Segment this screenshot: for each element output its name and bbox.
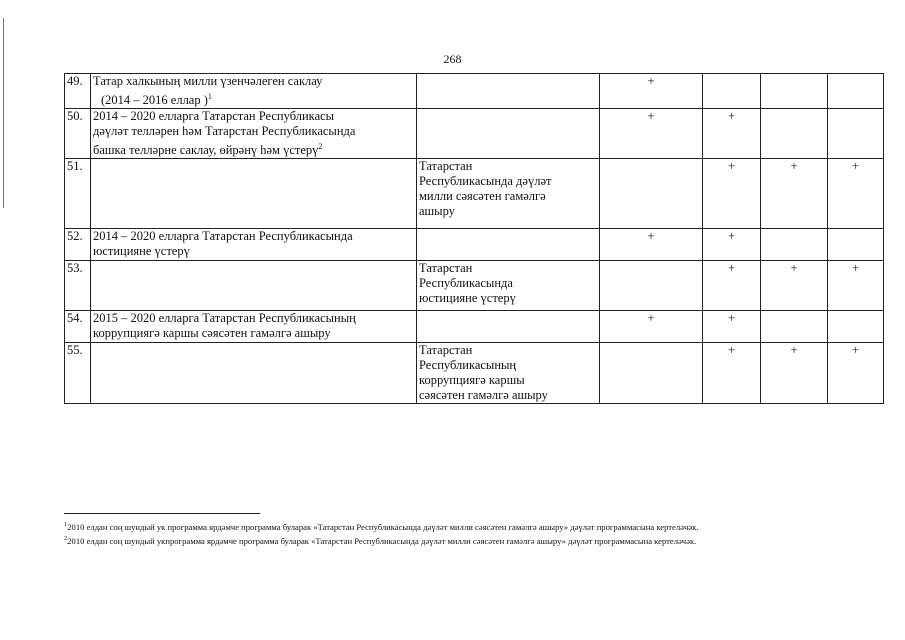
subprogram-name (91, 261, 417, 311)
program-name (417, 343, 600, 404)
subprogram-line: Татар халкының милли үзенчәлеген саклау (93, 74, 323, 88)
row-number: 49. (65, 74, 91, 109)
program-line: Татарстан (419, 159, 473, 174)
mark-cell: + (828, 261, 884, 311)
mark-cell: + (703, 159, 761, 229)
table-row (65, 311, 884, 343)
subprogram-line: 2014 – 2020 елларга Татарстан Республикасында (93, 229, 353, 244)
subprogram-line: коррупциягә каршы сәясәтен гамәлгә ашыру (93, 326, 331, 341)
row-number: 52. (65, 229, 91, 261)
program-name (417, 229, 600, 261)
table-row (65, 261, 884, 311)
mark-cell: + (703, 311, 761, 343)
row-number: 54. (65, 311, 91, 343)
mark-cell (703, 74, 761, 109)
subprogram-line: 2014 – 2020 елларга Татарстан Республикасы (93, 109, 335, 124)
table-row (65, 109, 884, 159)
mark-cell (600, 261, 703, 311)
mark-cell: + (703, 229, 761, 261)
subprogram-line: (2014 – 2016 еллар )$^1$ (101, 92, 212, 108)
subprogram-name (91, 159, 417, 229)
program-line: Татарстан (419, 343, 473, 358)
program-name (417, 261, 600, 311)
mark-cell (761, 229, 828, 261)
mark-cell (828, 311, 884, 343)
mark-cell: + (600, 109, 703, 159)
mark-cell: + (600, 74, 703, 109)
footnote-ref: 2 (318, 142, 323, 152)
mark-cell (761, 109, 828, 159)
page-edge-line (3, 18, 4, 208)
footnotes (64, 519, 844, 547)
program-name (417, 109, 600, 159)
page-number: 268 (443, 52, 462, 66)
subprogram-line: 2015 – 2020 елларга Татарстан Республикасының (93, 311, 356, 326)
table-row (65, 159, 884, 229)
program-line: сәясәтен гамәлгә ашыру (419, 388, 548, 403)
program-line: коррупциягә каршы (419, 373, 525, 388)
footnote-text: 2010 елдан соң шундый укпрограмма ярдәмче программа буларак «Татарстан Республикасында дәүләт милли сәясәтен гамәлгә ашыру» дәүләт программасына кертеләчәк. (67, 535, 697, 546)
subprogram-line: юстицияне үстерү (93, 244, 190, 259)
mark-cell (600, 343, 703, 404)
program-line: Республикасында (419, 276, 513, 291)
mark-cell: + (828, 159, 884, 229)
subprogram-line: дәүләт телләрен һәм Татарстан Республикасында (93, 124, 356, 139)
program-line: юстицияне үстерү (419, 291, 516, 306)
subprogram-name (91, 229, 417, 261)
mark-cell: + (600, 229, 703, 261)
table-row (65, 343, 884, 404)
footnote-divider (64, 513, 260, 514)
program-line: милли сәясәтен гамәлгә (419, 189, 546, 204)
subprogram-name (91, 109, 417, 159)
program-line: ашыру (419, 204, 455, 219)
mark-cell: + (761, 343, 828, 404)
program-line: Республикасының (419, 358, 517, 373)
mark-cell (828, 74, 884, 109)
footnote-mark: 1 (64, 521, 68, 528)
subprogram-name (91, 74, 417, 109)
program-line: Татарстан (419, 261, 473, 276)
mark-cell: + (761, 261, 828, 311)
row-number: 50. (65, 109, 91, 159)
program-name (417, 311, 600, 343)
row-number: 53. (65, 261, 91, 311)
mark-cell: + (761, 159, 828, 229)
mark-cell: + (828, 343, 884, 404)
row-number: 55. (65, 343, 91, 404)
mark-cell: + (703, 109, 761, 159)
table-row (65, 74, 884, 109)
mark-cell (828, 109, 884, 159)
subprogram-name (91, 311, 417, 343)
table-row (65, 229, 884, 261)
subprogram-line: башка телләрне саклау, өйрәнү һәм үстерү$^2$ (93, 142, 323, 158)
footnote-text: 2010 елдан соң шундый ук программа ярдәмче программа буларак «Татарстан Республикасында дәүләт милли сәясәтен гамәлгә ашыру» дәүләт программасына кертеләчәк. (67, 521, 699, 532)
program-table (64, 73, 884, 404)
row-number: 51. (65, 159, 91, 229)
subprogram-name (91, 343, 417, 404)
program-name (417, 159, 600, 229)
footnote (64, 519, 844, 533)
footnote-ref: 1 (207, 92, 212, 101)
mark-cell: + (600, 311, 703, 343)
footnote (64, 533, 844, 547)
program-line: Республикасында дәүләт (419, 174, 552, 189)
mark-cell (761, 311, 828, 343)
mark-cell: + (703, 261, 761, 311)
mark-cell: + (703, 343, 761, 404)
mark-cell (600, 159, 703, 229)
mark-cell (828, 229, 884, 261)
footnote-mark: 2 (64, 534, 68, 542)
mark-cell (761, 74, 828, 109)
program-name (417, 74, 600, 109)
